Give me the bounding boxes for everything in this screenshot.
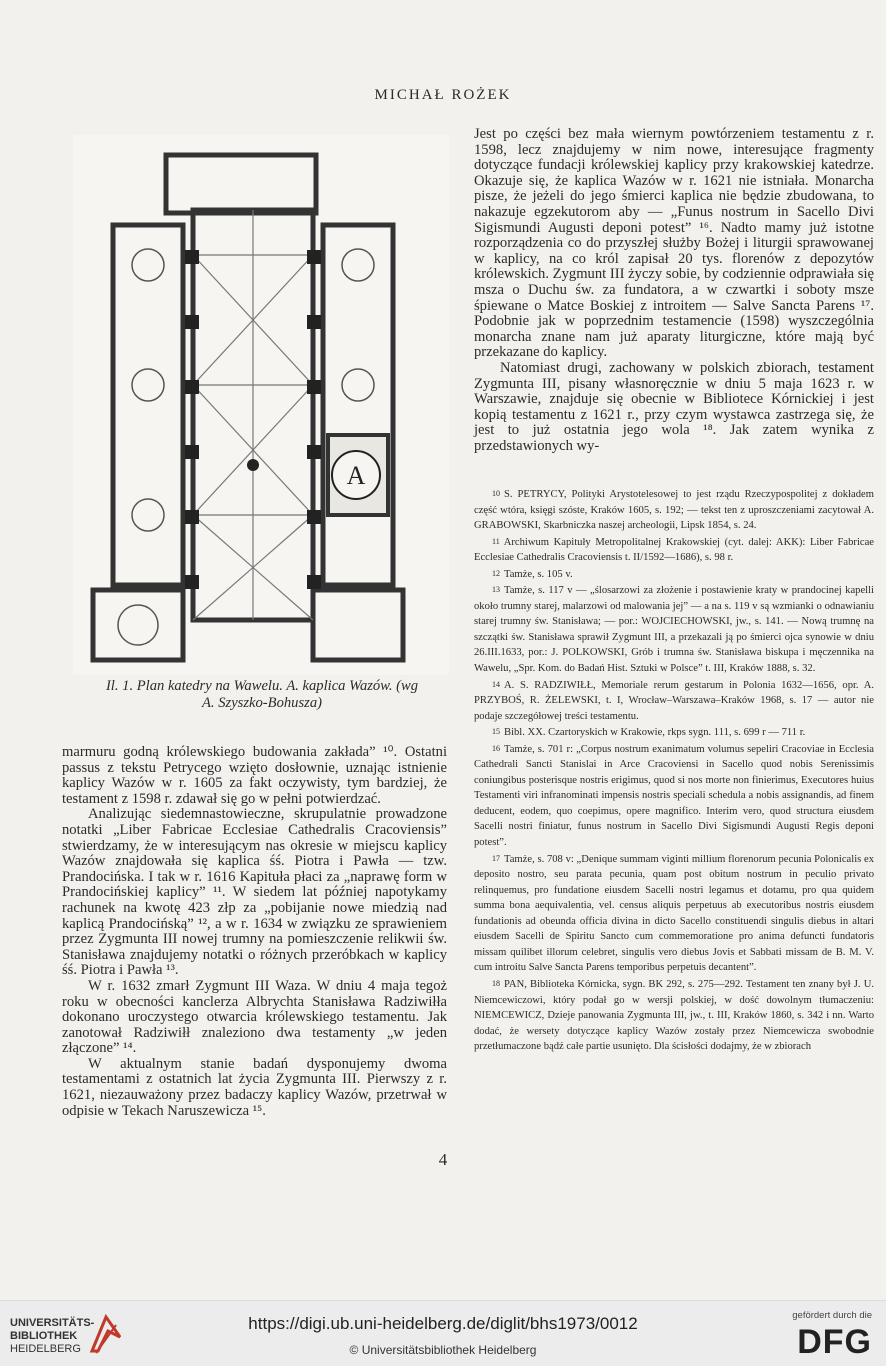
page-number: 4 (438, 1150, 448, 1169)
left-paragraph-1: marmuru godną królewskiego budowania zakłada” ¹⁰. Ostatni passus z tekstu Petrycego wzięto dosłownie, uznając istnienie kaplicy Wazów w r. 1605 za fakt oczywisty, tym bardziej, że testament z 1598 r. zdawał się go w pełni potwierdzać. (62, 744, 447, 807)
document-url-link[interactable]: https://digi.ub.uni-heidelberg.de/diglit/bhs1973/0012 (248, 1314, 638, 1333)
cathedral-plan-figure (73, 135, 449, 675)
footnote: 15 Bibl. XX. Czartoryskich w Krakowie, rkps sygn. 111, s. 699 r — 711 r. (492, 727, 806, 739)
figure-caption (62, 678, 462, 712)
left-paragraph-4: W aktualnym stanie badań dysponujemy dwoma testamentami z ostatnich lat życia Zygmunta III. Pierwszy z r. 1621, niezauważony przez badaczy kaplicy Wazów, przetrwał w odpisie w Tekach Naruszewicza ¹⁵. (62, 1055, 447, 1119)
ub-heidelberg-logo-text[interactable]: UNIVERSITÄTS- BIBLIOTHEK HEIDELBERG (10, 1317, 95, 1355)
right-paragraph-1: Jest po części bez mała wiernym powtórzeniem testamentu z r. 1598, lecz znajdujemy w nim nowe, interesujące fragmenty dotyczące fundacji królewskiej kaplicy przy krakowskiej katedrze. Okazuje się, że kaplica Wazów w r. 1621 nie istniała. Monarcha pisze, że jeżeli do jego śmierci kaplica nie będzie zbudowana, to nakazuje egzekutorom aby — „Funus nostrum in Sacello Divi Sigismundi Augusti deponi potest” ¹⁶. Nadto mamy już istotne rozporządzenia co do przyszłej służby Bożej i liturgii sprawowanej w kaplicy, na co król zapisał 20 tys. florenów z depozytów królewskich. Zygmunt III życzy sobie, by codziennie odprawiała się msza o Duchu św. za fundatora, a w czwartki i soboty msze śpiewane o Matce Boskiej z introitem — Salve Sancta Parens ¹⁷. Podobnie jak w poprzednim testamencie (1598) wyszczególnia monarcha znane nam już aparaty liturgiczne, które mają być przekazane do kaplicy. (474, 126, 874, 361)
copyright-text: © Universitätsbibliothek Heidelberg (349, 1343, 537, 1357)
right-column-body (474, 127, 874, 454)
footnotes (474, 486, 874, 1055)
left-paragraph-3: W r. 1632 zmarł Zygmunt III Waza. W dniu 4 maja tegoż roku w obecności kanclerza Albrychta Stanisława Radziwiłła dokonano uroczystego otwarcia królewskiego testamentu. Jak zanotował Radziwiłł znaleziono dwa testamenty „w jeden złączone” ¹⁴. (62, 977, 447, 1057)
right-paragraph-2: Natomiast drugi, zachowany w polskich zbiorach, testament Zygmunta III, pisany własnoręcznie w dniu 5 maja 1623 r. w Warszawie, znajduje się obecnie w Bibliotece Kórnickiej i jest kopią testamentu z 1621 r., przy czym wystawca zastrzega się, że jest to już ostatnia jego wola ¹⁸. Jak zatem wynika z przedstawionych wy- (474, 359, 874, 454)
cathedral-plan-drawing (73, 135, 449, 675)
footnote: 12 Tamże, s. 105 v. (492, 568, 573, 580)
left-paragraph-2: Analizując siedemnastowieczne, skrupulatnie prowadzone notatki „Liber Fabricae Ecclesiae Cathedralis Cracoviensis” stwierdzamy, że w interesującym nas okresie w miejscu kaplicy Wazów znajdowała się kaplica śś. Piotra i Pawła — tzw. Prandocińska. I tak w r. 1616 Kapituła płaci za „naprawę form w Prandocińskiej kaplicy” ¹¹. W siedem lat później napotykamy rachunek na kwotę 423 złp za „pobijanie nowe miedzią nad kaplicą Prandocińską” ¹², a w r. 1634 w związku ze sprawieniem przez Zygmunta III nowej trumny na pomieszczenie relikwii św. Stanisława znajdujemy notatki o różnych przeróbkach w kaplicy śś. Piotra i Pawła ¹³. (62, 806, 447, 979)
viewer-footer (0, 1300, 886, 1366)
footnote: 16 Tamże, s. 701 r: „Corpus nostrum exanimatum volumus sepeliri Cracoviae in Ecclesia Cathedrali Sancti Stanislai in Arce Cracoviensi in Sacello quod nobis Serenissimis coniungibus posterisque nostris erigimus, quod si nos morte non finierimus, Executores huius Testamenti viri infranominati impensis nostris speciali schedula a nobis assignandis, ad finem deducent, eodem, quo coepimus, opere magnifico. Interim vero, quod structura eiusdem Sacelli nostri finiatur, funus nostrum in Sacello Divi Sigismundi Augusti Regis deponi potest”. (474, 743, 874, 849)
caption-line-2: A. Szyszko-Bohusza) (202, 695, 322, 711)
footnote: 17 Tamże, s. 708 v: „Denique summam viginti millium florenorum pecunia Polonicalis ex deposito nostro, seu parata pecunia, quam post obitum nostrum in peculio privato relinquemus, pro fundatione eiusdem Sacelli nostri legamus et dotamu, pro qua quidem summa bona aequivalentia, vel. census aliquis perpetuus ab executoribus nostris eiusdem fundationis ad obeunda officia divina in dicto Sacello constituendi singulis diebus in altari eiusdem Sacelli de Spiritu Sancto cum commemoratione pro anima defuncti fundatoris missam quilibet illorum celebret, singulis vero diebus Jovis et Sabbati missam de B. M. V. cum introitu Salve Sancta Parens temporibus perpetuis decantent”. (474, 853, 874, 974)
running-head: MICHAŁ ROŻEK (374, 87, 512, 103)
footnote: 14 A. S. RADZIWIŁŁ, Memoriale rerum gestarum in Polonia 1632—1656, opr. A. PRZYBOŚ, R. ŻELEWSKI, t. I, Wrocław–Warszawa–Kraków 1968, s. 17 — autor nie podaje szczegółowej treści testamentu. (474, 679, 874, 722)
footnote: 10 S. PETRYCY, Polityki Arystotelesowej to jest rządu Rzeczypospolitej z dokładem część wtóra, księgi szóste, Kraków 1605, s. 192; — tekst ten z uproszczeniami zacytował A. GRABOWSKI, Skarbniczka naszej archeologii, Lipsk 1854, s. 24. (474, 489, 874, 532)
funded-by-label: gefördert durch die (792, 1310, 872, 1321)
caption-line-1: Il. 1. Plan katedry na Wawelu. A. kaplica Wazów. (wg (105, 678, 419, 694)
footnote: 13 Tamże, s. 117 v — „ślosarzowi za złożenie i postawienie kraty w prandocinej kapelli około trumny starej, malarzowi od malowania jej” — a na s. 119 v są wzmianki o odnawianiu starej trumny św. Stanisława; — por.: WOJCIECHOWSKI, jw., s. 141. — Nową trumnę na szczątki św. Stanisława sprawił Zygmunt III, a przekazali ją po śmierci ojca synowie w dniu 26.III.1633, por.: J. POLKOWSKI, Grób i trumna św. Stanisława biskupa i męczennika na Wawelu, „Spr. Kom. do Badań Hist. Sztuki w Polsce” t. III, Kraków 1888, s. 32. (474, 585, 874, 675)
chapel-a-label: A (346, 461, 366, 490)
footnote: 18 PAN, Biblioteka Kórnicka, sygn. BK 292, s. 275—292. Testament ten znany był J. U. Niemcewiczowi, który podał go w wersji polskiej, w dość dowolnym tłumaczeniu: NIEMCEWICZ, Dzieje panowania Zygmunta III, jw., t. III, Kraków 1860, s. 342 i nn. Warto dodać, że wersety dotyczące kaplicy Wazów zostały przez Niemcewicza swobodnie przetłumaczone bądź całe partie usunięto. Dla ścisłości dodajmy, że w zbiorach (474, 978, 874, 1053)
footnote: 11 Archiwum Kapituły Metropolitalnej Krakowskiej (cyt. dalej: AKK): Liber Fabricae Ecclesiae Cathedralis Cracoviensis t. II/1592—1686), s. 98 r. (474, 536, 874, 564)
dfg-logo[interactable]: DFG (797, 1323, 872, 1361)
left-column-body (62, 745, 447, 1119)
